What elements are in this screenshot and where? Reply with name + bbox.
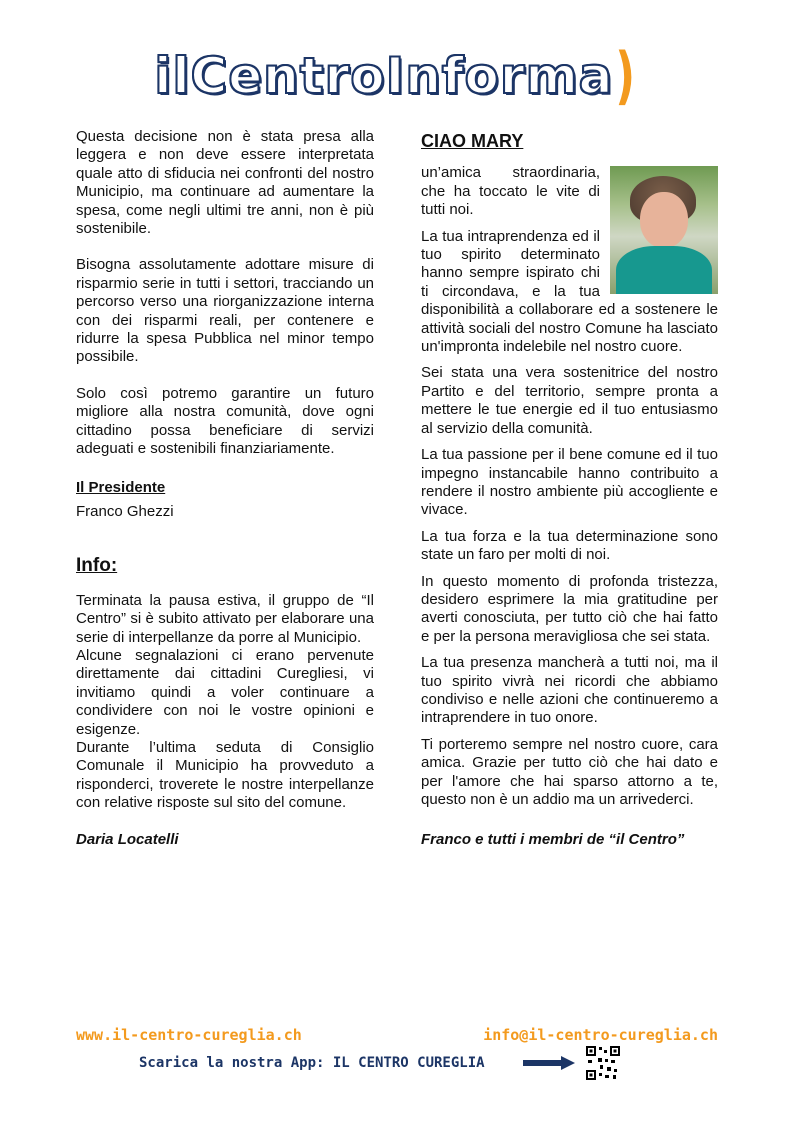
signature-title: Il Presidente [76,478,166,496]
qr-code-icon[interactable] [585,1045,621,1081]
right-arrow-icon [523,1056,575,1070]
portrait-photo [610,166,718,294]
website-link[interactable]: www.il-centro-cureglia.ch [76,1026,302,1044]
left-paragraph: Questa decisione non è stata presa alla leggera e non deve essere interpretata quale atto di sfiducia nei confronti del nostro Municipio, ma continuare ad aumentare la spesa, come negli ultimi tre anni, non è più sostenibile. [76,128,374,238]
info-heading: Info: [76,555,118,577]
info-paragraph: Durante l’ultima seduta di Consiglio Comunale il Municipio ha provveduto a risponderci, troverete le nostre interpellanze con relative risposte sul sito del comune. [76,738,374,812]
right-paragraph: Ti porteremo sempre nel nostro cuore, cara amica. Grazie per tutto ciò che hai dato e per l'amore che hai sparso attorno a te, questo non è un addio ma un arrivederci. [421,735,718,808]
info-paragraph: Terminata la pausa estiva, il gruppo de “Il Centro” si è subito attivato per elaborare una serie di interpellanze da porre al Municipio. [76,591,374,646]
right-column [421,128,718,850]
info-paragraph: Alcune segnalazioni ci erano pervenute direttamente dai cittadini Curegliesi, vi invitiamo quindi a voler continuare a condividere con noi le vostre opinioni e esigenze. [76,646,374,738]
right-paragraph: La tua forza e la tua determinazione sono state un faro per molti di noi. [421,527,718,564]
logo-parenthesis: ) [615,39,636,112]
left-column [76,128,374,849]
right-paragraph: In questo momento di profonda tristezza, desidero esprimere la mia gratitudine per averti conosciuta, per tutto ciò che hai fatto e per la persona meravigliosa che sei stata. [421,572,718,645]
right-paragraph: La tua passione per il bene comune ed il tuo impegno instancabile hanno contribuito a rendere il nostro ambiente più accogliente e vivace. [421,446,718,519]
logo-text: ilCentroInforma [154,47,614,105]
right-paragraph: La tua intraprendenza ed il tuo spirito determinato hanno sempre ispirato chi ti circondava, e la tua disponibilità a collaborare ed a sostenere le attività sociali del nostro Comune ha lasciato un'impronta indelebile nel nostro cuore. [421,227,718,356]
right-paragraph: Sei stata una vera sostenitrice del nostro Partito e del territorio, sempre pronta a mettere le tue energie ed il tuo entusiasmo al servizio della comunità. [421,364,718,437]
closing-signature: Franco e tutti i membri de “il Centro” [421,831,685,849]
left-paragraph: Solo così potremo garantire un futuro migliore alla nostra comunità, dove ogni cittadino possa beneficiare di servizi adeguati e sostenibili finanziariamente. [76,384,374,458]
left-paragraph: Bisogna assolutamente adottare misure di risparmio serie in tutti i settori, tracciando un percorso verso una riorganizzazione interna con dei risparmi reali, per contenere e ridurre la spesa Pubblica nel minor tempo possibile. [76,256,374,366]
app-download-text: Scarica la nostra App: IL CENTRO CUREGLIA [139,1055,485,1071]
masthead-logo [0,39,794,116]
right-paragraph: La tua presenza mancherà a tutti noi, ma il tuo spirito vivrà nei ricordi che abbiamo condiviso e nelle azioni che continueremo a intraprendere in tuo onore. [421,654,718,727]
signature-name: Franco Ghezzi [76,502,174,520]
email-link[interactable]: info@il-centro-cureglia.ch [483,1026,718,1044]
info-author: Daria Locatelli [76,830,179,848]
article-title: CIAO MARY [421,131,524,151]
right-paragraph: un’amica straordinaria, che ha toccato le vite di tutti noi. [421,164,600,219]
